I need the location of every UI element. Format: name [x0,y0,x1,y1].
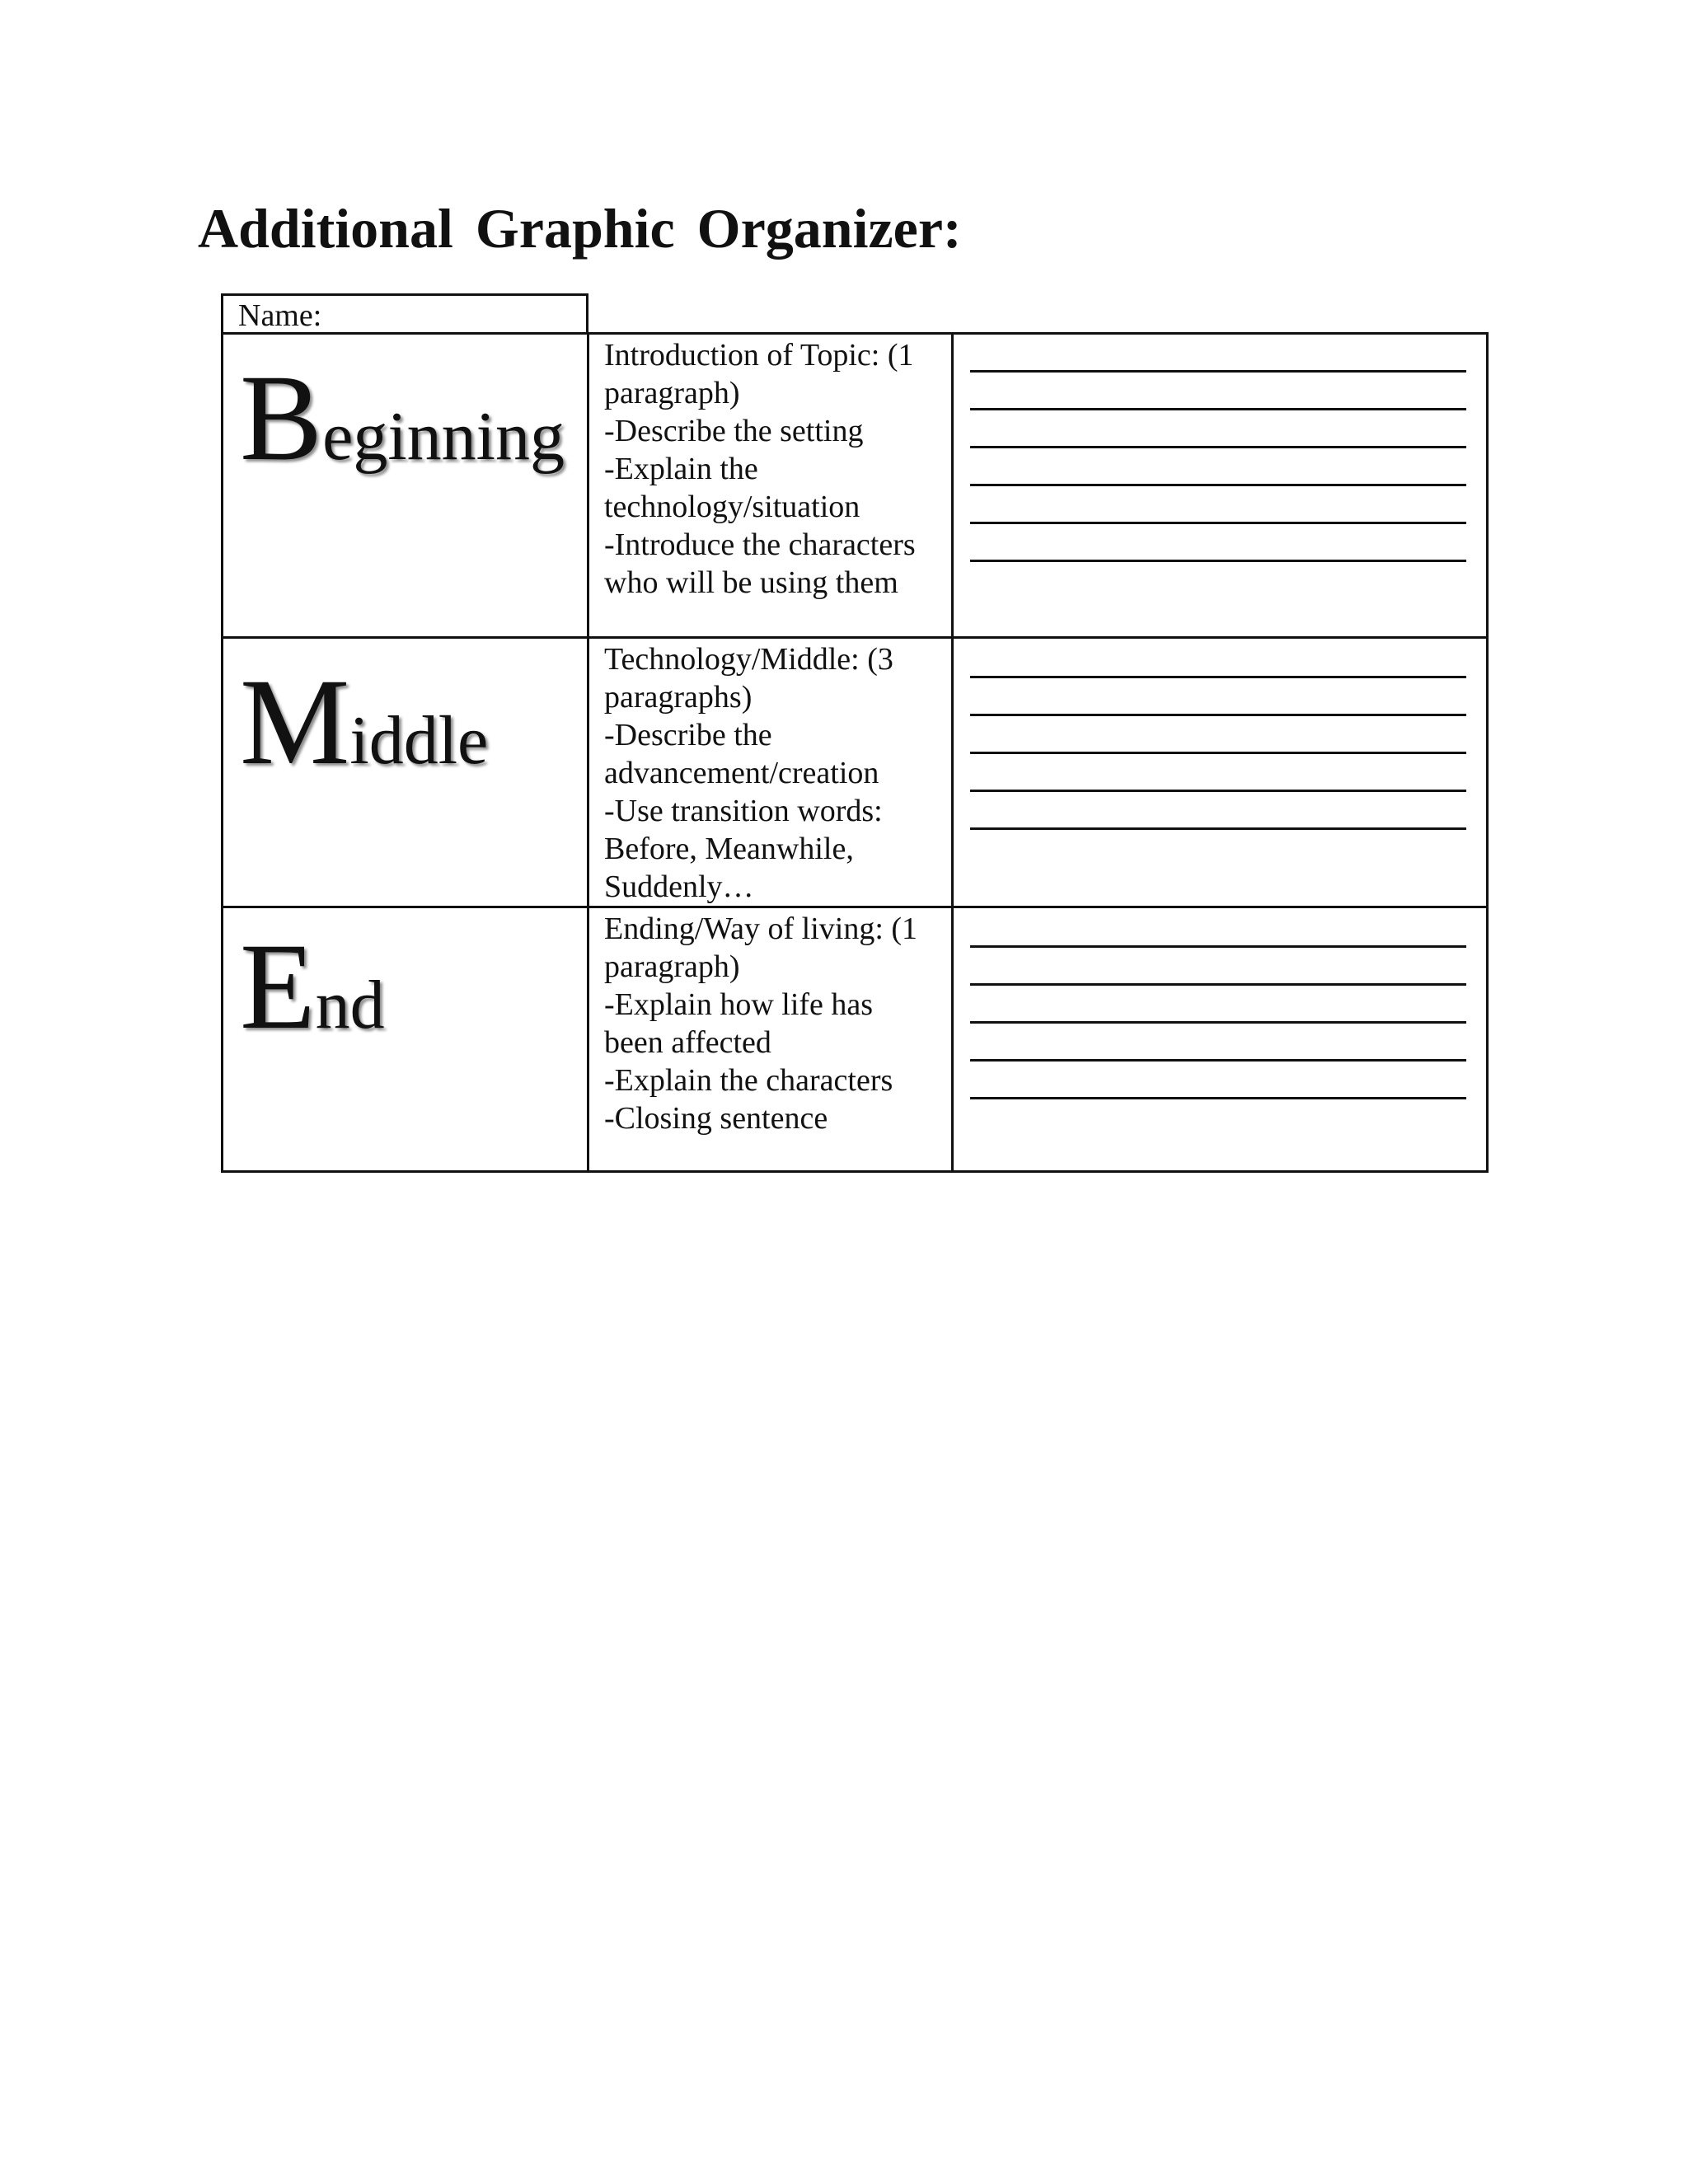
writing-line[interactable] [970,335,1466,373]
writing-lines-middle [954,639,1486,830]
writing-line[interactable] [970,716,1466,754]
writing-line[interactable] [970,910,1466,948]
description-line: -Introduce the characters [604,527,916,562]
description-line: -Explain how life has [604,987,874,1022]
writing-line[interactable] [970,678,1466,716]
writing-line[interactable] [970,948,1466,986]
writing-line[interactable] [970,792,1466,830]
description-line: Ending/Way of living: (1 [604,912,918,946]
writing-line[interactable] [970,373,1466,410]
writing-area-cell [953,638,1488,907]
section-description-cell [588,334,953,638]
writing-lines-end [954,908,1486,1099]
description-line: paragraphs) [604,680,753,715]
description-line: -Describe the setting [604,414,864,448]
section-description-middle [589,639,951,906]
writing-line[interactable] [970,410,1466,448]
description-line: Suddenly… [604,869,754,904]
description-line: been affected [604,1025,771,1060]
writing-line[interactable] [970,448,1466,486]
graphic-organizer-table [221,332,1489,1173]
description-line: -Explain the [604,452,758,486]
section-description-cell [588,638,953,907]
writing-line[interactable] [970,1062,1466,1099]
writing-line[interactable] [970,640,1466,678]
section-description-cell [588,907,953,1172]
writing-area-cell [953,907,1488,1172]
section-heading-cell [223,638,588,907]
description-line: -Explain the characters [604,1063,893,1098]
description-line: -Describe the [604,718,772,752]
section-heading-cell [223,334,588,638]
writing-line[interactable] [970,486,1466,524]
section-description-end [589,908,951,1137]
description-line: advancement/creation [604,756,879,790]
section-heading-beginning: Beginning [240,349,565,486]
description-line: -Use transition words: [604,794,883,828]
writing-area-cell [953,334,1488,638]
description-line: paragraph) [604,376,740,410]
organizer-row-end [223,907,1488,1172]
description-line: technology/situation [604,490,860,524]
writing-line[interactable] [970,754,1466,792]
organizer-row-beginning [223,334,1488,638]
name-field[interactable] [221,293,588,333]
writing-line[interactable] [970,986,1466,1024]
organizer-row-middle [223,638,1488,907]
writing-lines-beginning [954,335,1486,562]
description-line: Introduction of Topic: (1 [604,338,914,373]
description-line: who will be using them [604,565,898,600]
description-line: Technology/Middle: (3 [604,642,893,677]
section-heading-middle: Middle [240,654,489,790]
page-title: Additional Graphic Organizer: [198,197,962,260]
name-label: Name: [238,298,322,333]
writing-line[interactable] [970,524,1466,562]
description-line: -Closing sentence [604,1101,828,1136]
section-heading-end: End [240,918,385,1055]
description-line: Before, Meanwhile, [604,832,854,866]
description-line: paragraph) [604,949,740,984]
section-heading-cell [223,907,588,1172]
section-description-beginning [589,335,951,602]
writing-line[interactable] [970,1024,1466,1062]
